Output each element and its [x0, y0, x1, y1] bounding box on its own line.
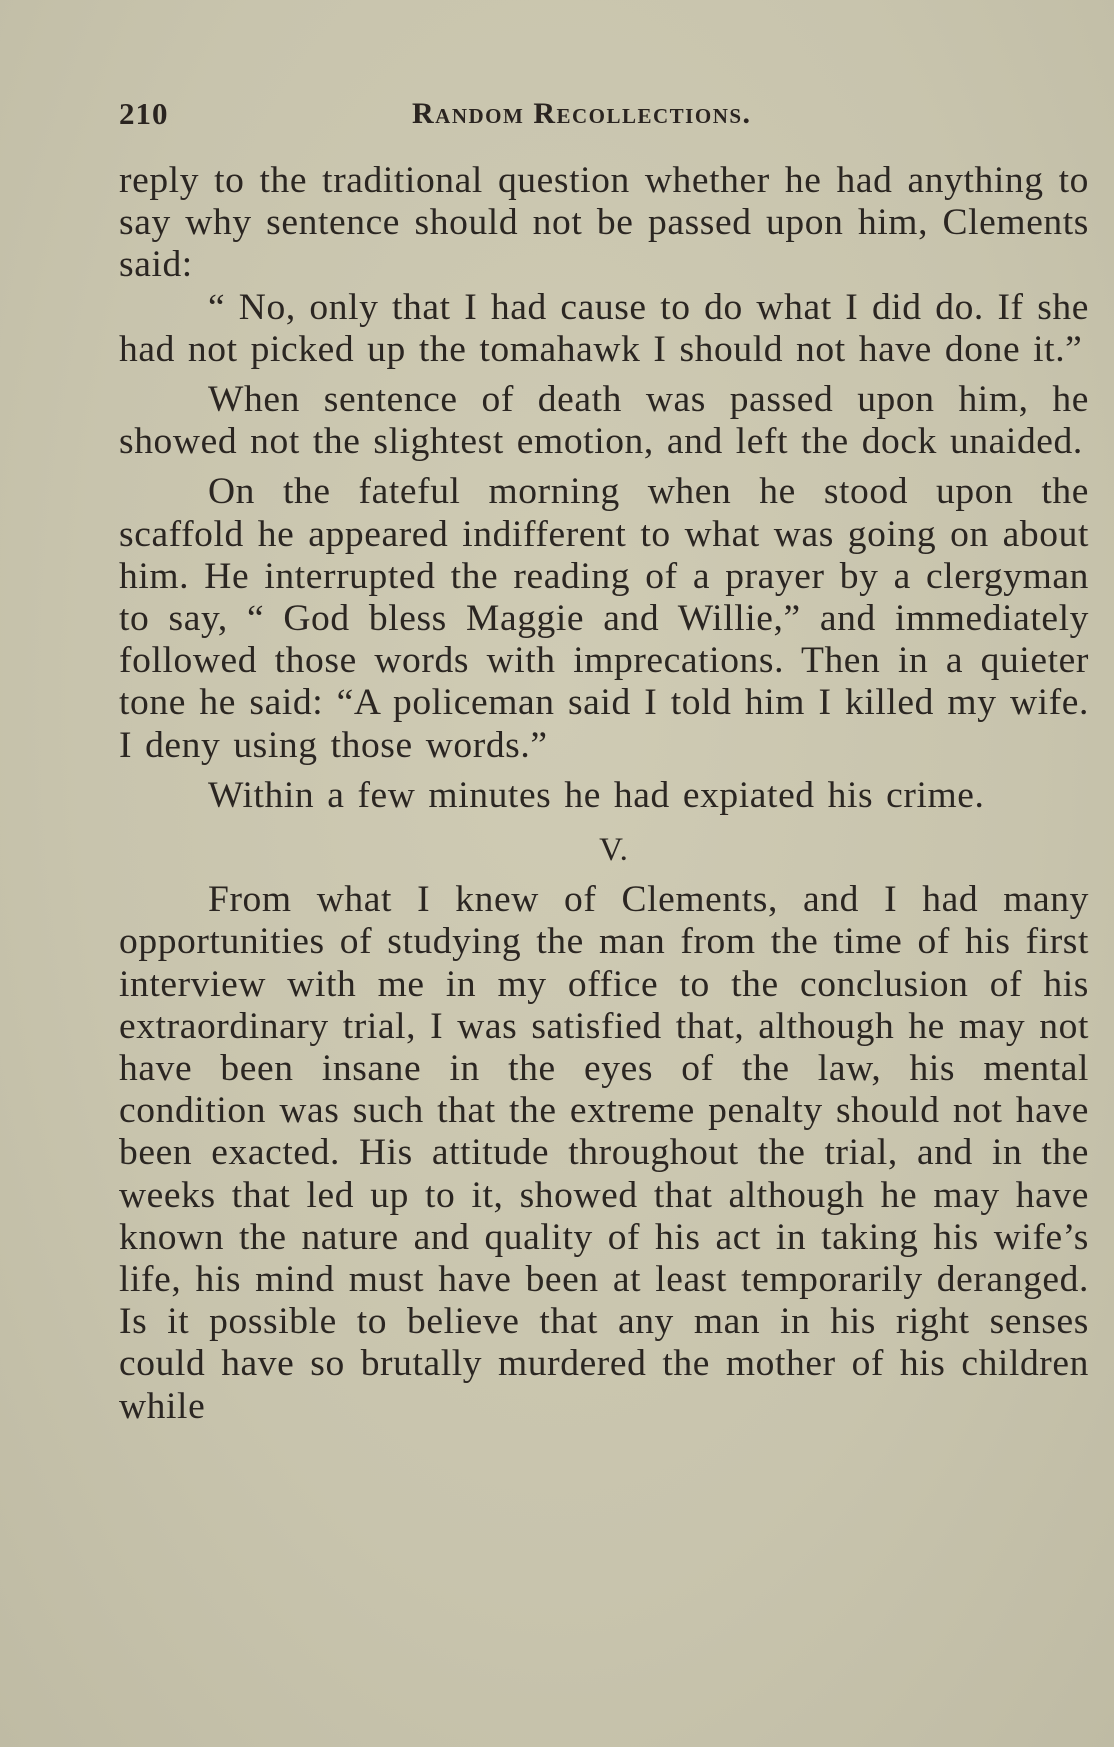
- paragraph: Within a few minutes he had expiated his crime.: [208, 774, 985, 816]
- paragraph: From what I knew of Clements, and I had many opportunities of studying the man from the time of his first interview with me in my office to the conclusion of his extraordinary trial, I was satisfied that, although he may not have been insane in the eyes of the law, his mental condition was such that the extreme penalty should not have been exacted. His attitude throughout the trial, and in the weeks that led up to it, showed that although he may have known the nature and quality of his act in taking his wife’s life, his mind must have been at least temporarily deranged. Is it possible to believe that any man in his right senses could have so brutally murdered the mother of his children while: [119, 879, 1089, 1427]
- page-number: 210: [119, 96, 169, 131]
- paragraph: On the fateful morning when he stood upon the scaffold he appeared indifferent to what was going on about him. He interrupted the reading of a prayer by a clergyman to say, “ God bless Maggie and Willie,” and immediately followed those words with imprecations. Then in a quieter tone he said: “A policeman said I told him I killed my wife. I deny using those words.”: [119, 471, 1089, 766]
- paragraph: When sentence of death was passed upon him, he showed not the slightest emotion, and left the dock unaided.: [119, 379, 1089, 463]
- section-heading: V.: [599, 832, 629, 869]
- paragraph: reply to the traditional question whether he had anything to say why sentence should not be passed upon him, Clements said:: [119, 160, 1089, 286]
- body-text: [119, 160, 1089, 1428]
- page-header: [119, 96, 1094, 146]
- running-head: Random Recollections.: [412, 97, 752, 130]
- paragraph: “ No, only that I had cause to do what I did do. If she had not picked up the tomahawk I should not have done it.”: [119, 286, 1089, 370]
